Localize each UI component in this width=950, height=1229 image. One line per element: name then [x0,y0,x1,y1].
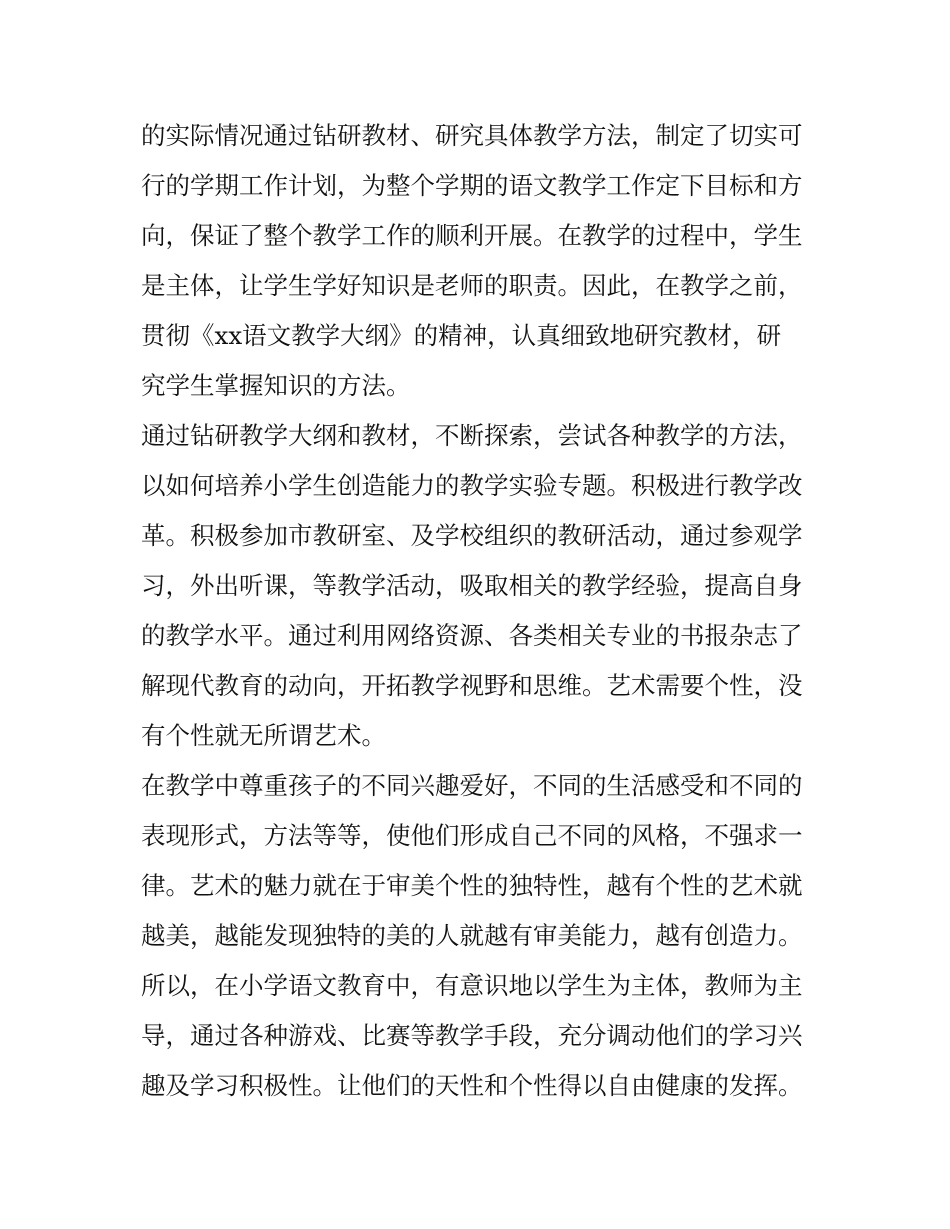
text-line-12: 解现代教育的动向，开拓教学视野和思维。艺术需要个性，没 [141,671,803,700]
text-line-16: 律。艺术的魅力就在于审美个性的独特性，越有个性的艺术就 [141,871,803,900]
text-line-2: 行的学期工作计划，为整个学期的语文教学工作定下目标和方 [141,171,803,200]
text-line-20: 趣及学习积极性。让他们的天性和个性得以自由健康的发挥。 [141,1071,803,1100]
text-line-4: 是主体，让学生学好知识是老师的职责。因此，在教学之前， [141,271,803,300]
text-line-18: 所以，在小学语文教育中，有意识地以学生为主体，教师为主 [141,971,803,1000]
text-line-6: 究学生掌握知识的方法。 [141,371,411,400]
text-line-1: 的实际情况通过钻研教材、研究具体教学方法，制定了切实可 [141,121,803,150]
text-line-13: 有个性就无所谓艺术。 [141,721,386,750]
text-line-14: 在教学中尊重孩子的不同兴趣爱好，不同的生活感受和不同的 [141,771,803,800]
text-line-11: 的教学水平。通过利用网络资源、各类相关专业的书报杂志了 [141,621,803,650]
text-line-3: 向，保证了整个教学工作的顺利开展。在教学的过程中，学生 [141,221,803,250]
document-body [141,111,821,1111]
text-line-10: 习，外出听课，等教学活动，吸取相关的教学经验，提高自身 [141,571,803,600]
text-line-9: 革。积极参加市教研室、及学校组织的教研活动，通过参观学 [141,521,803,550]
text-line-15: 表现形式，方法等等，使他们形成自己不同的风格，不强求一 [141,821,803,850]
text-line-19: 导，通过各种游戏、比赛等教学手段，充分调动他们的学习兴 [141,1021,803,1050]
text-line-7: 通过钻研教学大纲和教材，不断探索，尝试各种教学的方法， [141,421,803,450]
text-line-17: 越美，越能发现独特的美的人就越有审美能力，越有创造力。 [141,921,803,950]
text-line-5: 贯彻《xx语文教学大纲》的精神，认真细致地研究教材，研 [141,321,782,350]
text-line-8: 以如何培养小学生创造能力的教学实验专题。积极进行教学改 [141,471,803,500]
